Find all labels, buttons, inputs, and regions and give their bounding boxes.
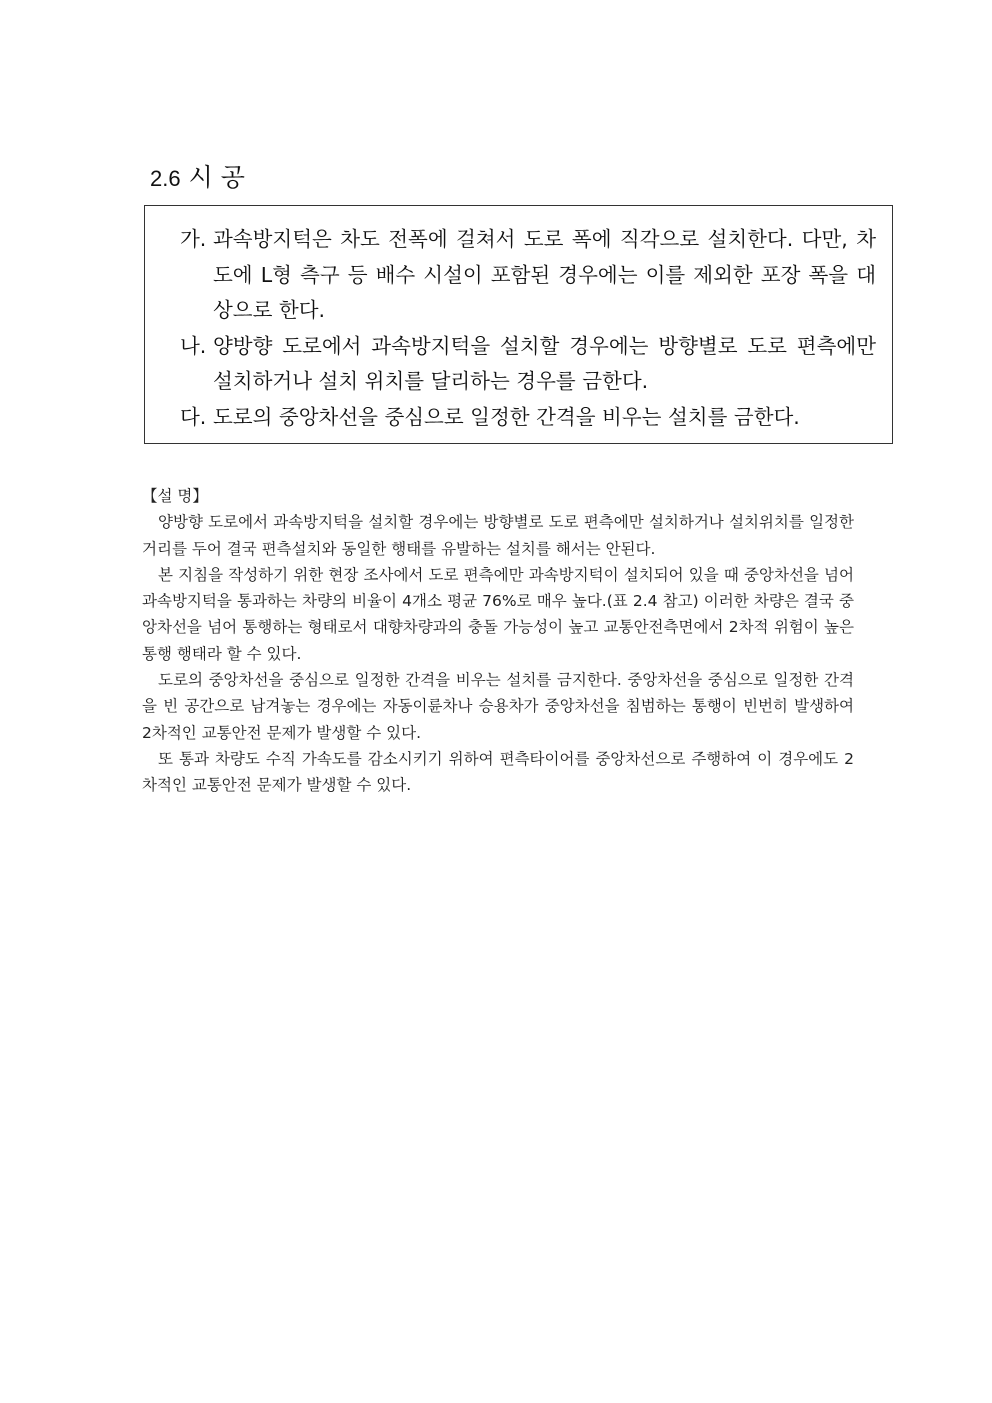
- rules-box: [144, 205, 893, 444]
- explanation-paragraph: 양방향 도로에서 과속방지턱을 설치할 경우에는 방향별로 도로 편측에만 설치하거나 설치위치를 일정한 거리를 두어 결국 편측설치와 동일한 행태를 유발하는 설치를 해서는 안된다.: [142, 513, 854, 558]
- explanation-heading: 【설 명】: [142, 487, 208, 505]
- rule-item: [180, 222, 876, 329]
- rule-marker: 다.: [180, 404, 207, 429]
- rule-marker: 나.: [180, 333, 207, 358]
- explanation-paragraph: 또 통과 차량도 수직 가속도를 감소시키기 위하여 편측타이어를 중앙차선으로 주행하여 이 경우에도 2차적인 교통안전 문제가 발생할 수 있다.: [142, 749, 854, 795]
- explanation-paragraph: 본 지침을 작성하기 위한 현장 조사에서 도로 편측에만 과속방지턱이 설치되어 있을 때 중앙차선을 넘어 과속방지턱을 통과하는 차량의 비율이 4개소 평균 76%로 매우 높다.(표 2.4 참고) 이러한 차량은 결국 중앙차선을 넘어 통행하는 형태로서 대향차량과의 충돌 가능성이 높고 교통안전측면에서 2차적 위험이 높은 통행 행태라 할 수 있다.: [142, 565, 854, 663]
- rule-text: 양방향 도로에서 과속방지턱을 설치할 경우에는 방향별로 도로 편측에만 설치하거나 설치 위치를 달리하는 경우를 금한다.: [213, 333, 876, 393]
- explanation-section: [142, 483, 854, 799]
- rule-item: [180, 329, 876, 400]
- section-title-text: 시 공: [188, 163, 245, 192]
- rule-marker: 가.: [180, 227, 207, 251]
- explanation-paragraph: 도로의 중앙차선을 중심으로 일정한 간격을 비우는 설치를 금지한다. 중앙차선을 중심으로 일정한 간격을 빈 공간으로 남겨놓는 경우에는 자동이륜차나 승용차가 중앙차선을 침범하는 통행이 빈번히 발생하여 2차적인 교통안전 문제가 발생할 수 있다.: [142, 671, 854, 742]
- rule-text: 과속방지턱은 차도 전폭에 걸쳐서 도로 폭에 직각으로 설치한다. 다만, 차도에 L형 측구 등 배수 시설이 포함된 경우에는 이를 제외한 포장 폭을 대상으로 한다.: [213, 227, 876, 322]
- section-title: [150, 162, 245, 195]
- rule-text: 도로의 중앙차선을 중심으로 일정한 간격을 비우는 설치를 금한다.: [213, 404, 800, 429]
- section-number: 2.6: [150, 166, 181, 191]
- rule-item: [180, 400, 876, 436]
